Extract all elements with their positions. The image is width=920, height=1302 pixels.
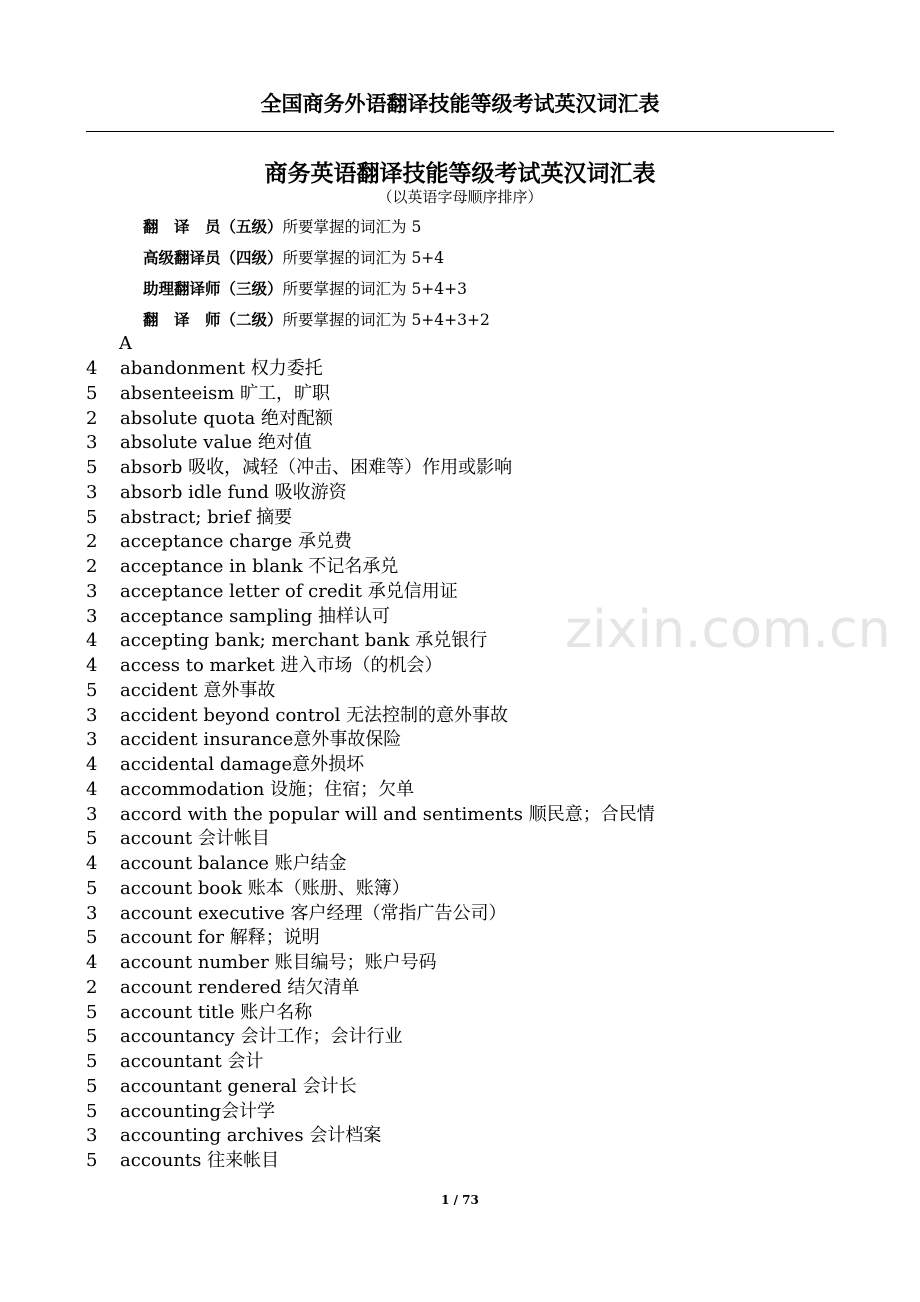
entry-level: 2: [86, 556, 98, 577]
entry-level: 4: [86, 358, 98, 379]
vocabulary-entry: [86, 407, 655, 432]
entry-term: absorb idle fund 吸收游资: [120, 481, 347, 503]
entry-level: 5: [86, 506, 98, 528]
entry-term: accounts 往来帐目: [120, 1150, 280, 1171]
entry-level: 3: [86, 580, 98, 602]
vocabulary-entry: [86, 530, 655, 555]
entry-level: 5: [86, 877, 98, 899]
vocabulary-entry: [86, 803, 655, 828]
entry-level: 3: [86, 729, 98, 751]
entry-term: accommodation 设施；住宿；欠单: [120, 778, 415, 800]
page-number: 1 / 73: [441, 1193, 479, 1207]
level-label: 高级翻译员（四级）: [143, 249, 283, 267]
entry-level: 5: [86, 1001, 98, 1023]
entry-level: 4: [86, 853, 98, 874]
entry-term: accounting会计学: [120, 1100, 276, 1122]
entry-level: 2: [86, 531, 98, 553]
document-subtitle: （以英语字母顺序排序）: [377, 188, 543, 206]
entry-level: 4: [86, 630, 98, 652]
document-title: 商务英语翻译技能等级考试英汉词汇表: [264, 161, 656, 187]
level-text: 所要掌握的词汇为 5+4: [282, 249, 445, 267]
entry-level: 5: [86, 457, 98, 478]
level-line: [143, 246, 490, 277]
level-label: 翻 译 师（二级）: [143, 311, 283, 329]
vocabulary-entry: [86, 605, 655, 630]
vocabulary-entry: [86, 926, 655, 951]
entry-level: 5: [86, 679, 98, 701]
level-text: 所要掌握的词汇为 5+4+3+2: [282, 311, 490, 329]
vocabulary-entry: [86, 778, 655, 803]
vocabulary-entry: [86, 1075, 655, 1100]
vocabulary-entry: [86, 1025, 655, 1050]
entry-term: absenteeism 旷工，旷职: [120, 382, 331, 404]
level-label: 助理翻译师（三级）: [143, 280, 283, 298]
entry-level: 3: [86, 1125, 98, 1147]
entry-term: accident beyond control 无法控制的意外事故: [120, 704, 509, 726]
entry-term: accountancy 会计工作；会计行业: [120, 1026, 403, 1048]
vocabulary-entry: [86, 1124, 655, 1149]
vocabulary-entry: [86, 951, 655, 976]
vocabulary-entry: [86, 877, 655, 902]
vocabulary-entry: [86, 506, 655, 531]
entry-term: accord with the popular will and sentiments 顺民意；合民情: [120, 803, 655, 825]
entry-level: 3: [86, 803, 98, 825]
entry-term: abstract; brief 摘要: [120, 506, 293, 528]
entry-term: absolute quota 绝对配额: [120, 407, 333, 429]
vocabulary-entry: [86, 580, 655, 605]
header-divider: [86, 131, 834, 132]
section-letter: A: [119, 333, 132, 354]
vocabulary-entry: [86, 654, 655, 679]
entry-level: 4: [86, 778, 98, 800]
entry-term: account executive 客户经理（常指广告公司）: [120, 902, 507, 924]
entry-level: 5: [86, 828, 98, 850]
vocabulary-entry: [86, 753, 655, 778]
vocabulary-entry: [86, 382, 655, 407]
entry-term: accident 意外事故: [120, 679, 276, 701]
vocabulary-entry: [86, 555, 655, 580]
entry-term: account balance 账户结金: [120, 853, 347, 874]
entry-term: accidental damage意外损坏: [120, 754, 365, 775]
entry-level: 3: [86, 481, 98, 503]
entry-level: 3: [86, 704, 98, 726]
entry-level: 3: [86, 432, 98, 454]
entry-level: 5: [86, 1100, 98, 1122]
vocabulary-entry: [86, 704, 655, 729]
entry-term: accountant 会计: [120, 1051, 264, 1072]
vocabulary-list: [86, 357, 655, 1174]
entry-term: absolute value 绝对值: [120, 432, 312, 454]
vocabulary-entry: [86, 679, 655, 704]
entry-term: account book 账本（账册、账簿）: [120, 877, 410, 899]
vocabulary-entry: [86, 728, 655, 753]
level-line: [143, 308, 490, 339]
level-requirements: [143, 215, 490, 339]
entry-level: 2: [86, 407, 98, 429]
vocabulary-entry: [86, 456, 655, 481]
entry-term: account title 账户名称: [120, 1001, 313, 1023]
entry-term: acceptance charge 承兑费: [120, 531, 352, 553]
entry-level: 4: [86, 754, 98, 775]
page-header-title: 全国商务外语翻译技能等级考试英汉词汇表: [260, 92, 660, 116]
entry-term: account for 解释；说明: [120, 927, 320, 949]
entry-level: 5: [86, 1051, 98, 1072]
vocabulary-entry: [86, 431, 655, 456]
vocabulary-entry: [86, 902, 655, 927]
level-text: 所要掌握的词汇为 5+4+3: [282, 280, 468, 298]
level-line: [143, 215, 490, 246]
entry-term: accounting archives 会计档案: [120, 1125, 382, 1147]
entry-level: 4: [86, 952, 98, 973]
entry-term: account 会计帐目: [120, 828, 270, 850]
entry-level: 5: [86, 927, 98, 949]
entry-term: accident insurance意外事故保险: [120, 729, 402, 751]
level-label: 翻 译 员（五级）: [143, 218, 283, 236]
vocabulary-entry: [86, 827, 655, 852]
entry-term: account number 账目编号；账户号码: [120, 952, 437, 973]
entry-level: 5: [86, 1075, 98, 1097]
vocabulary-entry: [86, 976, 655, 1001]
vocabulary-entry: [86, 852, 655, 877]
entry-term: abandonment 权力委托: [120, 358, 323, 379]
entry-term: acceptance in blank 不记名承兑: [120, 556, 399, 577]
watermark-text: zixin.com.cn: [565, 600, 891, 660]
entry-term: acceptance letter of credit 承兑信用证: [120, 580, 458, 602]
entry-term: access to market 进入市场（的机会）: [120, 655, 443, 676]
entry-level: 3: [86, 605, 98, 627]
vocabulary-entry: [86, 1050, 655, 1075]
entry-term: accountant general 会计长: [120, 1075, 357, 1097]
entry-term: absorb 吸收，减轻（冲击、困难等）作用或影响: [120, 457, 513, 478]
entry-term: account rendered 结欠清单: [120, 976, 360, 998]
entry-level: 5: [86, 382, 98, 404]
vocabulary-entry: [86, 1100, 655, 1125]
entry-term: acceptance sampling 抽样认可: [120, 605, 390, 627]
vocabulary-entry: [86, 629, 655, 654]
level-line: [143, 277, 490, 308]
vocabulary-entry: [86, 1149, 655, 1174]
entry-level: 2: [86, 976, 98, 998]
level-text: 所要掌握的词汇为 5: [282, 218, 422, 236]
vocabulary-entry: [86, 1001, 655, 1026]
vocabulary-entry: [86, 481, 655, 506]
vocabulary-entry: [86, 357, 655, 382]
entry-level: 5: [86, 1026, 98, 1048]
entry-level: 4: [86, 655, 98, 676]
entry-term: accepting bank; merchant bank 承兑银行: [120, 630, 488, 652]
entry-level: 3: [86, 902, 98, 924]
entry-level: 5: [86, 1150, 98, 1171]
